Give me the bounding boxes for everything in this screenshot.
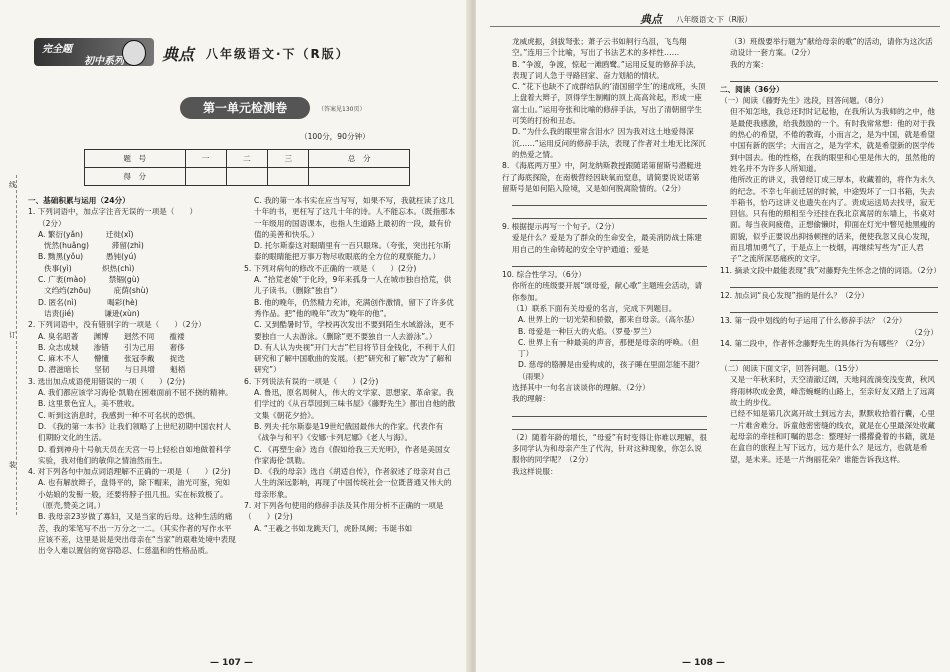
answer-ref: （答案见130页） [318, 106, 366, 113]
brand-name: 典点 [162, 45, 195, 64]
table-cell: 得 分 [85, 168, 186, 186]
option: D. 《我的第一本书》让我们领略了上世纪初期中国农村人们期盼文化的生活。 [38, 421, 231, 443]
answer-prompt: 我的理解： [512, 394, 550, 404]
option: D. 《我的母亲》选自《胡适自传》，作者叙述了母亲对自己人生的深远影响，再现了中国传统社会一位既普通又伟大的母亲形象。 [254, 467, 452, 499]
question: 2. 下列词语中，没有错别字的一项是（ ）（2分） [28, 320, 206, 330]
answer-line[interactable] [512, 419, 707, 430]
option: A. 鲁迅，原名周树人，伟大的文学家、思想家、革命家。我们学过的《从百草园到三味书屋》《藤野先生》都出自他的散文集《朝花夕拾》。 [254, 388, 456, 420]
binding-label: 订 [9, 331, 16, 339]
option: C. 《再塑生命》选自《假如给我三天光明》，作者是美国女作家海伦·凯勒。 [254, 444, 451, 465]
option: C. “花下也缺不了成群结队的‘清国留学生’的速成班，头顶上盘着大辫子，顶得学生制帽的顶上高高耸起，形成一座富士山。”运用夸张和比喻的修辞手法，写出了清朝留学生可笑的打扮和丑态。 [512, 82, 706, 126]
binding-line [16, 175, 17, 515]
quote: A. 世界上的一切光荣和骄傲，都来自母亲。（高尔基） [518, 315, 699, 325]
logo-line1: 完全题 [42, 44, 72, 55]
answer-line[interactable] [730, 71, 938, 82]
option: 佚事(yì) 炽热(chì) [44, 263, 135, 273]
full-mark: （100分，90分钟） [300, 132, 370, 141]
option: 文绉绉(zhōu) 庇荫(shù) [44, 286, 149, 296]
running-logo: 典点 [640, 13, 662, 26]
option: B. “争渡，争渡，惊起一滩鸥鹭。”运用反复的修辞手法，表现了词人急于寻路回家、奋力划船的情状。 [512, 59, 701, 80]
logo-line2: 初中系列 [84, 56, 124, 67]
question-text: 选择其中一句名言谈谈你的理解。（2分） [512, 383, 650, 393]
question-score: （2分） [910, 327, 938, 337]
header-banner [34, 38, 364, 68]
option: C. 广袤(mào) 禁锢(gù) [38, 275, 140, 285]
sub-question: （3）班级要举行题为“献给母亲的歌”的活动，请你为这次活动设计一套方案。（2分） [730, 37, 933, 58]
table-cell[interactable] [226, 168, 267, 186]
passage-paragraph: 又是一年秋来时，天空清澈辽阔，天地间流淌变浅变黄，秋风将雨林吹成金黄，峰峦蜿蜒的山路上，至亲好友又踏上了远离故土的步伐。 [730, 375, 936, 408]
answer-prompt: 我这样说服： [512, 466, 558, 476]
question: 13. 第一段中划线的句子运用了什么修辞手法？（2分） [720, 316, 907, 326]
question: 6. 下列说法有误的一项是（ ）(2分) [244, 376, 379, 386]
option: D. 匿名(nì) 喝彩(hè) [38, 297, 138, 307]
quote: B. 母爱是一种巨大的火焰。（罗曼·罗兰） [518, 326, 656, 336]
sub-question: （2）随着年龄的增长，“母爱”有时变得让你难以理解，很多同学认为和母亲产生了代沟，针对这种现象，你怎么说服你的同学呢？（2分） [512, 432, 707, 465]
answer-line[interactable] [730, 277, 938, 288]
quote: D. 慈母的胳膊是由爱构成的，孩子睡在里面怎能不甜？（雨果） [518, 360, 704, 381]
right-column-1 [502, 36, 707, 477]
answer-line[interactable] [512, 406, 707, 417]
left-column-2 [244, 195, 456, 534]
question-text: 你所在的班级要开展“颂母爱，献心歌”主题班会活动，请你参加。 [512, 281, 703, 302]
question: 9. 根据提示再写一个句子。（2分） [502, 222, 620, 232]
passage-heading: （一）阅读《藤野先生》选段，回答问题。（8分） [720, 96, 889, 106]
section-heading: 一、基础积累与运用（24分） [28, 196, 130, 205]
option: A. 我们都应该学习海伦·凯勒在困难面前不屈不挠的精神。 [38, 388, 233, 398]
answer-line[interactable] [730, 350, 938, 361]
table-cell: 总 分 [309, 150, 410, 168]
question: 14. 第二段中，作者怀念藤野先生的具体行为有哪些？（2分） [720, 338, 930, 348]
page-number: — 108 — [682, 658, 726, 668]
right-page [476, 0, 950, 672]
option: B. 他的晚年，仍然精力充沛，充满创作激情，留下了许多优秀作品。把“他的晚年”改为“晚年的他”。 [254, 297, 454, 318]
table-cell[interactable] [185, 168, 226, 186]
running-head: 八年级语文·下（R版） [676, 15, 753, 24]
question: 11. 摘录文段中最能表现“我”对藤野先生怀念之情的词语。（2分） [720, 265, 941, 275]
question: 10. 综合性学习。（6分） [502, 270, 586, 280]
option: C. 麻木不人 懵懂 张冠李戴 捉迭 [38, 354, 185, 364]
option: 龙威虎振，剑拔弩张；萧子云书如舸行乌沮，飞鸟翔空。”连用三个比喻，写出了书法艺术的多样性…… [512, 37, 687, 58]
option: B. 我母亲23岁做了寡妇，又是当家的后母。这种生活的痛苦，我的笨笔写不出一万分之一二。（其实作者的写作水平应该不差，这里是说是突出母亲在“当家”的艰难处境中表现出令人难以置信的宽容隐忍、仁慈温和的性格品质。 [38, 512, 236, 556]
right-column-2 [720, 36, 941, 465]
unit-title: 第一单元检测卷 [180, 97, 310, 119]
option: D. 看到神舟十号航天员在天宫一号上轻松自如地做着科学实验，我对他们的敏仰之情油然而生。 [38, 444, 231, 465]
passage-paragraph: 他所改正的讲义，我曾经订成三厚本，收藏着的，将作为永久的纪念。不幸七年前迁居的时候，中途毁坏了一口书箱，失去半箱书，恰巧这讲义也遗失在内了。责成运送局去找寻，寂无回信。只有他的照相至今还挂在我北京寓居的东墙上，书桌对面。每当夜间疲倦，正想偷懒时，仰面在灯光中瞥见他黑瘦的面貌，似乎正要说出抑扬顿挫的话来，便使我忽又良心发现，而且增加勇气了，于是点上一枝烟，再继续写些为“正人君子”之流所深恶痛疾的文字。 [730, 175, 936, 264]
table-cell[interactable] [268, 168, 309, 186]
passage-heading: （二）阅读下面文字，回答问题。（15分） [720, 364, 863, 374]
table-cell: 题 号 [85, 150, 186, 168]
option: D. 潜滋暗长 坚韧 与日具增 魁梧 [38, 365, 186, 375]
option: B. 这里景色宜人，美不胜收。 [38, 399, 140, 409]
option: D. 有人认为央视“开门大吉”栏目将节目金钱化，不利于人们研究和了解中国歌曲的发展。（把“研究和了解”改为“了解和研究”） [254, 342, 455, 375]
option: C. 又到酷暑时节，学校再次发出不要到陌生水域游泳，更不要独自一人去游泳。（删除“更不要独自一人去游泳”。） [254, 320, 454, 341]
section-heading: 二、阅读（36分） [720, 84, 784, 94]
answer-prompt: 我的方案： [730, 59, 768, 69]
question: 3. 选出加点成语使用错误的一项（ ）(2分) [28, 376, 186, 386]
binding-label: 线 [9, 181, 16, 189]
question: 5. 下列对病句的修改不正确的一项是（ ）(2分) [244, 263, 417, 273]
quote: C. 世界上有一种最美的声音，那便是母亲的呼唤。（但丁） [518, 337, 699, 359]
option: 诘责(jié) 谦逊(xùn) [44, 308, 140, 318]
header-rule [490, 26, 940, 27]
option: A. “王羲之书如龙跳天门，虎卧凤阙；韦诞书如 [254, 523, 413, 533]
answer-line[interactable] [512, 208, 707, 219]
question: 8. 《海底两万里》中，阿龙纳斯教授跟随诺第留斯号潜艇进行了海底探险，在南极营经因缺氧而窒息，请简要说说诺第留斯号是如何陷入险境，又是如何脱离险情的。（2分） [502, 161, 702, 193]
table-cell: 二 [226, 150, 267, 168]
table-row [85, 150, 410, 168]
option: A. “拾荒老娘”于化玲，9年来孤身一人在城市独自拾荒，供儿子读书。（删除“独自”） [254, 275, 452, 296]
table-cell: 三 [268, 150, 309, 168]
question: 7. 对下列各句使用的修辞手法及其作用分析不正确的一项是（ ）(2分) [244, 501, 444, 522]
left-column-1 [28, 195, 236, 557]
answer-line[interactable] [512, 195, 707, 206]
question: 4. 对下列各句中加点词语理解不正确的一项是（ ）(2分) [28, 467, 231, 477]
table-cell[interactable] [309, 168, 410, 186]
question: 1. 下列词语中，加点字注音无误的一项是（ ） [28, 207, 198, 217]
question-score: （2分） [38, 218, 66, 228]
option: D. 托尔斯泰这对眼睛里有一百只眼珠。（夸张，突出托尔斯泰的眼睛能把万事万物尽收眼底的全方位的观察能力。） [254, 241, 451, 262]
answer-line[interactable] [730, 302, 938, 313]
option: C. 听到这消息时，我感到一种不可名状的恐惧。 [38, 410, 201, 420]
binding-label: 装 [9, 461, 16, 469]
option: A. 臭名昭著 渊博 迥然不同 褴褛 [38, 331, 185, 341]
option: 恍然(huǎng) 滞留(zhì) [44, 241, 144, 251]
option: A. 也有解放辫子，盘得平的，除下帽来，油光可鉴，宛如小姑娘的发髻一般，还要将脖子扭几扭。实在标致极了。（原壳,赞美之词。） [38, 478, 231, 511]
option: B. 列夫·托尔斯泰是19世纪俄国最伟大的作家。代表作有《战争与和平》《安娜·卡列尼娜》《老人与海》。 [254, 421, 444, 443]
score-table [84, 149, 410, 186]
table-cell: 一 [185, 150, 226, 168]
question: 12. 加点词“良心发现”指的是什么？（2分） [720, 290, 869, 300]
option: C. 我的第一本书实在应当写写，如果不写，我就枉读了这几十年的书，更枉写了这几十年的诗。人不能忘本。（既指那本一年级用的国语课本，也指人生道路上最初的一段，最有价值的美善和快乐。） [254, 196, 456, 239]
option: A. 繁衍(yǎn) 迁徙(xǐ) [38, 229, 134, 239]
option: B. 黝黑(yǒu) 愚钝(yú) [38, 252, 137, 262]
left-page [0, 0, 470, 672]
passage-paragraph: 已经不知是第几次离开故土到远方去，默默收拾着行囊，心里一片难舍难分。诉童他密密缝的线衣，就是在心里最深处收藏起母亲的牵挂和叮嘱的思念：整理好一撂撂叠着的书籍，就是在盒自的旅程上写下远方，远方是什么？是远方，也就是希望，是未来。还是一片绚丽花朵？谁能告诉我这样。 [730, 409, 936, 464]
sub-question: （1）联系下面有关母爱的名言，完成下列题目。 [512, 303, 677, 313]
series-logo [34, 38, 154, 66]
page-number: — 107 — [210, 658, 254, 668]
option: D. “为什么我的眼里常含泪水？因为我对这土地爱得深沉……”运用反问的修辞手法，表现了作者对土地无比深沉的热爱之情。 [512, 127, 706, 159]
table-row [85, 168, 410, 186]
option: B. 众志成城 渗错 引为己用 奢侈 [38, 342, 185, 352]
subject-title: 八年级语文·下（R版） [206, 47, 350, 61]
question-text: 爱是什么？爱是为了群众的生命安全，最美消防战士陈建用自己的生命铸起的安全守护通道；爱是 [512, 233, 702, 254]
mascot-icon [122, 40, 146, 66]
answer-line[interactable] [512, 256, 707, 267]
passage-paragraph: 但不知怎地，我总还时时记起他，在我所认为我师的之中，他是最使我感激，给我鼓励的一个。有时我常常想：他的对于我的热心的希望，不倦的教诲，小而言之，是为中国，就是希望中国有新的医学；大而言之，是为学术，就是希望新的医学传到中国去。他的性格，在我的眼里和心里是伟大的，虽然他的姓名并不为许多人所知道。 [730, 107, 936, 173]
